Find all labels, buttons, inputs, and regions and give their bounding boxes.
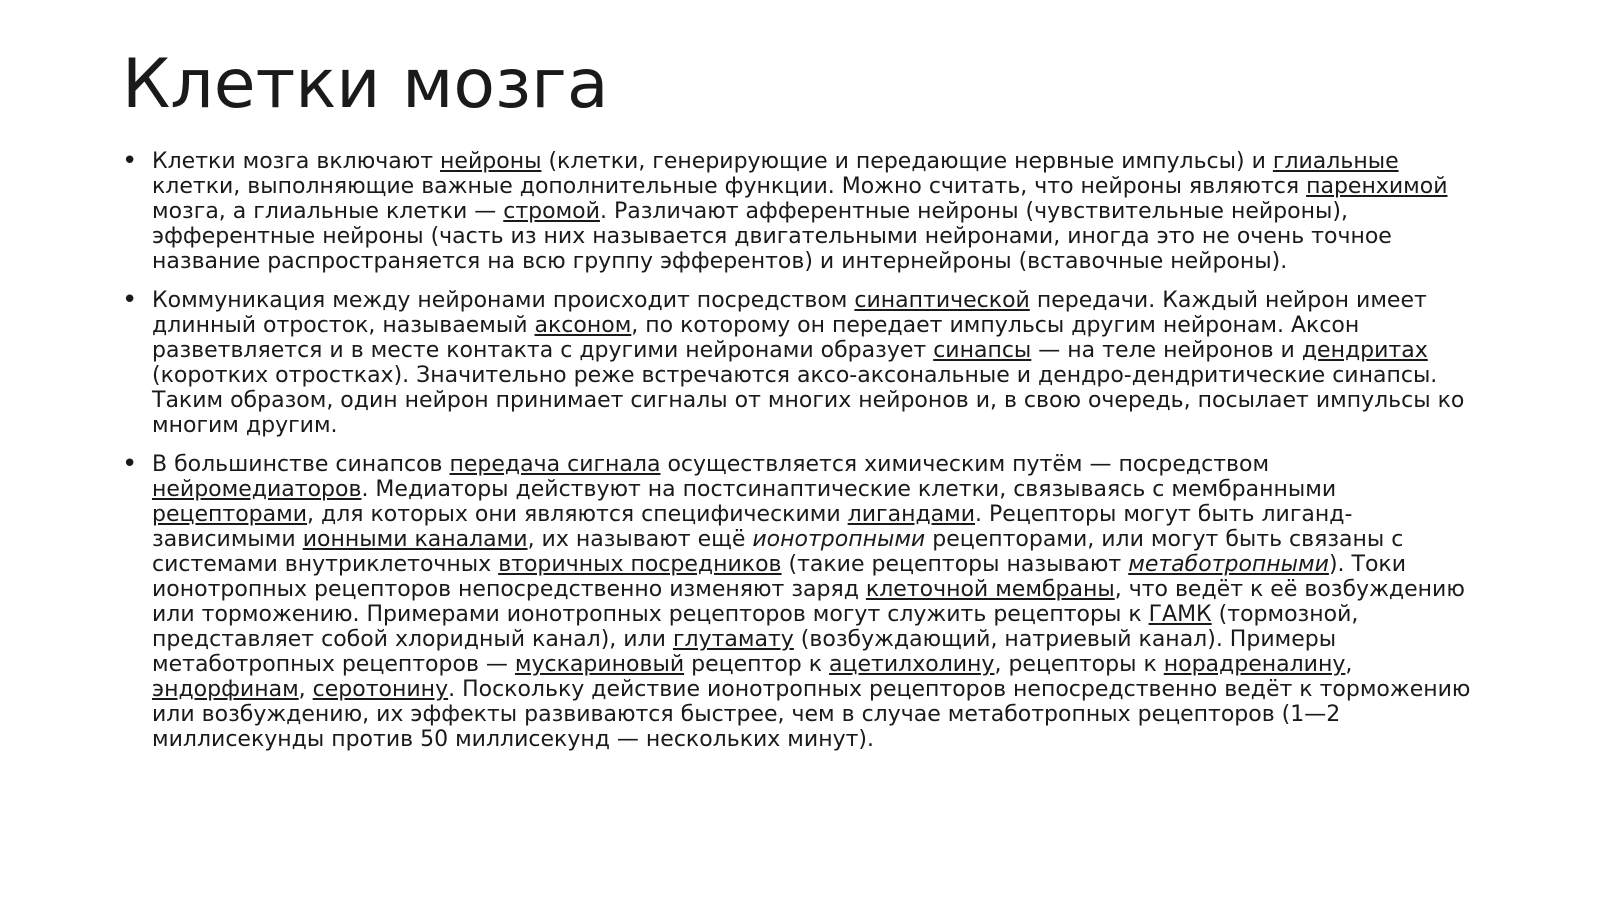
text-link[interactable]: серотонину — [312, 677, 449, 702]
text-segment: , для которых они являются специфическими — [307, 502, 848, 527]
text-segment: Коммуникация между нейронами происходит посредством — [152, 288, 855, 313]
text-segment: В большинстве синапсов — [152, 452, 450, 477]
text-link[interactable]: клеточной мембраны — [865, 577, 1115, 602]
text-segment: , — [298, 677, 313, 702]
text-segment: рецепторами, или могут быть связаны с системами внутриклеточных — [152, 527, 1404, 577]
text-segment: (коротких отростках). Значительно реже встречаются аксо-аксональные и дендро-дендритические синапсы. Таким образом, один нейрон принимает сигналы от многих нейронов и, в свою очередь, посылает импульсы ко многим другим. — [152, 363, 1465, 438]
bullet-list — [122, 149, 1482, 766]
text-segment: (клетки, генерирующие и передающие нервные импульсы) и — [541, 149, 1273, 174]
text-link[interactable]: эндорфинам — [152, 677, 299, 702]
text-segment: (тормозной, представляет собой хлоридный канал), или — [152, 602, 1359, 652]
text-segment: (возбуждающий, натриевый канал). Примеры метаботропных рецепторов — — [152, 627, 1337, 677]
bullet-paragraph — [122, 452, 1482, 752]
text-segment: Клетки мозга включают — [152, 149, 441, 174]
text-link[interactable]: ионными каналами — [302, 527, 528, 552]
text-link[interactable]: дендритах — [1301, 338, 1428, 363]
bullet-paragraph — [122, 149, 1482, 274]
text-segment: мозга, а глиальные клетки — — [152, 199, 504, 224]
text-segment: осуществляется химическим путём — посредством — [660, 452, 1270, 477]
text-link[interactable]: нейромедиаторов — [152, 477, 362, 502]
text-segment: (такие рецепторы называют — [781, 552, 1129, 577]
text-link[interactable]: ГАМК — [1148, 602, 1212, 627]
text-link[interactable]: метаботропными — [1128, 552, 1329, 577]
text-segment: . Медиаторы действуют на постсинаптические клетки, связываясь с мембранными — [361, 477, 1337, 502]
text-segment: передачи. Каждый нейрон имеет длинный отросток, называемый — [152, 288, 1427, 338]
text-link[interactable]: норадреналину — [1163, 652, 1346, 677]
text-segment: клетки, выполняющие важные дополнительные функции. Можно считать, что нейроны являются — [152, 174, 1307, 199]
text-segment: — на теле нейронов и — [1031, 338, 1302, 363]
text-link[interactable]: рецепторами — [152, 502, 308, 527]
text-segment: , по которому он передает импульсы другим нейронам. Аксон разветвляется и в месте контакта с другими нейронами образует — [152, 313, 1360, 363]
slide-title: Клетки мозга — [122, 45, 609, 124]
text-link[interactable]: мускариновый — [514, 652, 685, 677]
text-link[interactable]: вторичных посредников — [498, 552, 782, 577]
text-link[interactable]: стромой — [503, 199, 600, 224]
text-segment: . Рецепторы могут быть лиганд-зависимыми — [152, 502, 1353, 552]
text-link[interactable]: глиальные — [1272, 149, 1399, 174]
text-link[interactable]: аксоном — [534, 313, 632, 338]
text-segment: , что ведёт к её возбуждению или торможению. Примерами ионотропных рецепторов могут служить рецепторы к — [152, 577, 1465, 627]
text-segment: , их называют ещё — [527, 527, 753, 552]
text-link[interactable]: лигандами — [847, 502, 976, 527]
text-segment: . Различают афферентные нейроны (чувствительные нейроны), эфферентные нейроны (часть из них называется двигательными нейронами, иногда это не очень точное название распространяется на всю группу эфферентов) и интернейроны (вставочные нейроны). — [152, 199, 1392, 274]
text-link[interactable]: синапсы — [933, 338, 1032, 363]
text-segment: , — [1345, 652, 1353, 677]
text-segment: . Поскольку действие ионотропных рецепторов непосредственно ведёт к торможению или возбуждению, их эффекты развиваются быстрее, чем в случае метаботропных рецепторов (1—2 миллисекунды против 50 миллисекунд — нескольких минут). — [152, 677, 1471, 752]
text-link[interactable]: глутамату — [672, 627, 794, 652]
text-link[interactable]: ацетилхолину — [829, 652, 995, 677]
text-segment: ). Токи ионотропных рецепторов непосредственно изменяют заряд — [152, 552, 1407, 602]
bullet-paragraph — [122, 288, 1482, 438]
text-link[interactable]: синаптической — [854, 288, 1030, 313]
text-segment: рецептор к — [684, 652, 830, 677]
text-segment: ионотропными — [752, 527, 926, 552]
text-link[interactable]: передача сигнала — [449, 452, 661, 477]
text-segment: , рецепторы к — [994, 652, 1164, 677]
text-link[interactable]: нейроны — [440, 149, 542, 174]
text-link[interactable]: паренхимой — [1306, 174, 1448, 199]
